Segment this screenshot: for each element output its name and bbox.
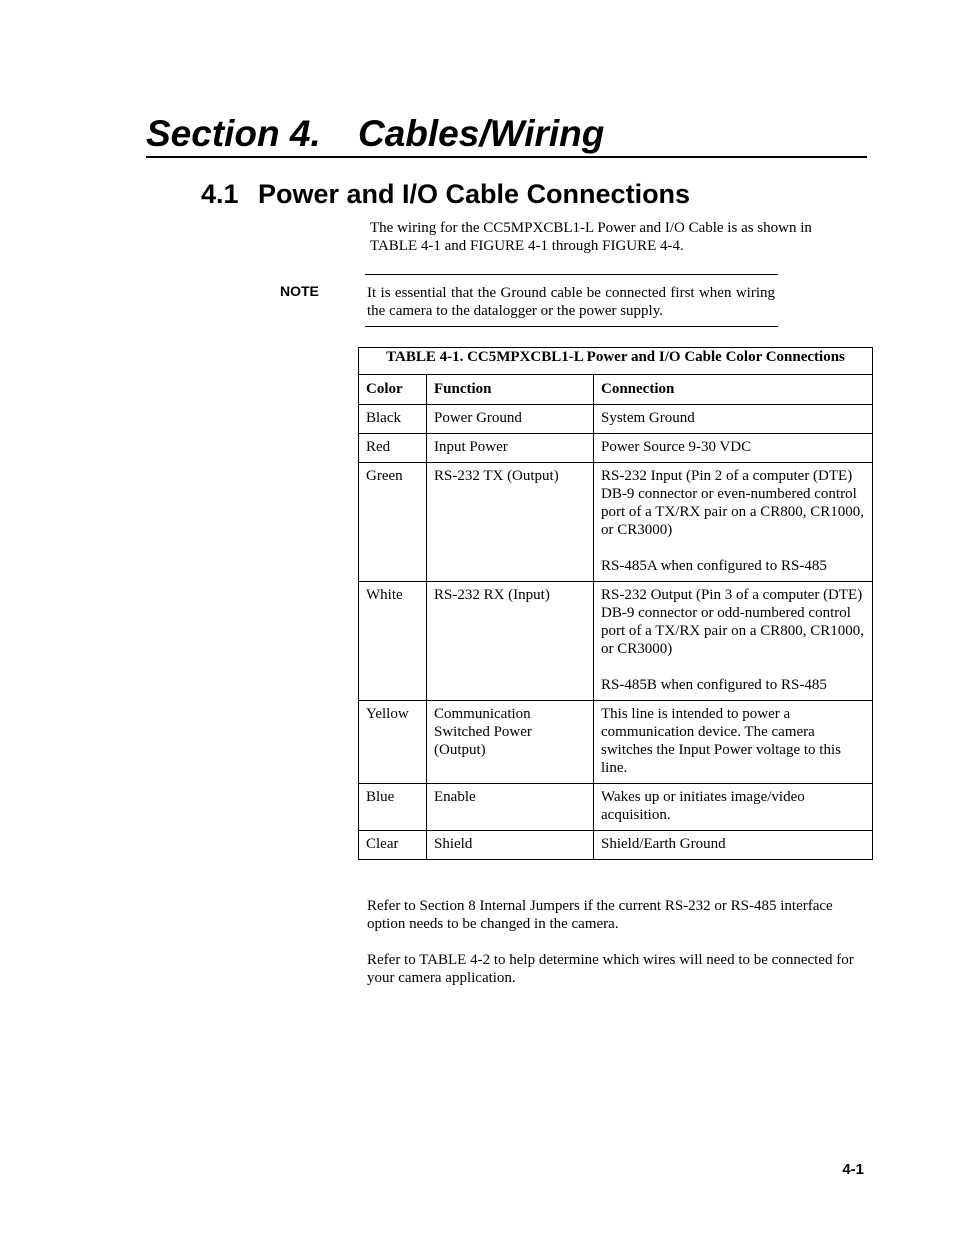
section-title (146, 112, 866, 156)
table-row (359, 701, 873, 784)
cell-connection: Shield/Earth Ground (594, 831, 873, 860)
body-paragraph: Refer to TABLE 4-2 to help determine which wires will need to be connected for your camera application. (367, 952, 854, 986)
intro-paragraph: The wiring for the CC5MPXCBL1-L Power and I/O Cable is as shown in TABLE 4-1 and FIGURE 4-1 through FIGURE 4-4. (370, 220, 812, 254)
subsection-number: 4.1 (201, 179, 239, 209)
cell-color: Clear (359, 831, 427, 860)
section-number: Section 4. (146, 113, 321, 154)
cell-color: Red (359, 434, 427, 463)
table-caption: TABLE 4-1. CC5MPXCBL1-L Power and I/O Cable Color Connections (359, 348, 873, 375)
cell-function: RS-232 TX (Output) (427, 463, 594, 582)
header-function: Function (427, 375, 594, 405)
section-rule (146, 156, 867, 158)
page-number: 4-1 (842, 1161, 864, 1178)
note-label: NOTE (280, 283, 319, 299)
connection-note: RS-485A when configured to RS-485 (601, 558, 827, 574)
table-row (359, 463, 873, 582)
paragraph-gap (601, 658, 865, 676)
table-row (359, 582, 873, 701)
cell-connection: Wakes up or initiates image/video acquisition. (594, 784, 873, 831)
cell-connection: Power Source 9-30 VDC (594, 434, 873, 463)
connection-text: RS-232 Output (Pin 3 of a computer (DTE) DB-9 connector or odd-numbered control port of a TX/RX pair on a CR800, CR1000, or CR3000) (601, 587, 865, 657)
connection-note: RS-485B when configured to RS-485 (601, 677, 827, 693)
cell-function: Power Ground (427, 405, 594, 434)
cell-function: Input Power (427, 434, 594, 463)
header-color: Color (359, 375, 427, 405)
cell-connection (594, 582, 873, 701)
note-text: It is essential that the Ground cable be connected first when wiring the camera to the datalogger or the power supply. (367, 285, 775, 319)
cell-color: Yellow (359, 701, 427, 784)
cell-connection (594, 463, 873, 582)
header-connection: Connection (594, 375, 873, 405)
table-row (359, 405, 873, 434)
body-paragraph: Refer to Section 8 Internal Jumpers if the current RS-232 or RS-485 interface option needs to be changed in the camera. (367, 898, 833, 932)
note-box (365, 274, 778, 327)
table-header-row (359, 375, 873, 405)
cable-color-table (358, 347, 873, 860)
cell-function: RS-232 RX (Input) (427, 582, 594, 701)
paragraph-gap (601, 539, 865, 557)
subsection-title-text: Power and I/O Cable Connections (258, 179, 691, 209)
cell-color: Black (359, 405, 427, 434)
table-caption-row (359, 348, 873, 375)
cell-connection: System Ground (594, 405, 873, 434)
cell-function: Shield (427, 831, 594, 860)
cell-connection: This line is intended to power a communication device. The camera switches the Input Power voltage to this line. (594, 701, 873, 784)
cell-color: Blue (359, 784, 427, 831)
section-title-text: Cables/Wiring (358, 113, 605, 154)
cell-color: White (359, 582, 427, 701)
table-row (359, 784, 873, 831)
table-row (359, 434, 873, 463)
subsection-title (201, 178, 690, 210)
connection-text: RS-232 Input (Pin 2 of a computer (DTE) DB-9 connector or even-numbered control port of a TX/RX pair on a CR800, CR1000, or CR3000) (601, 468, 865, 538)
cell-color: Green (359, 463, 427, 582)
table-row (359, 831, 873, 860)
cell-function: Enable (427, 784, 594, 831)
cell-function: Communication Switched Power (Output) (427, 701, 594, 784)
